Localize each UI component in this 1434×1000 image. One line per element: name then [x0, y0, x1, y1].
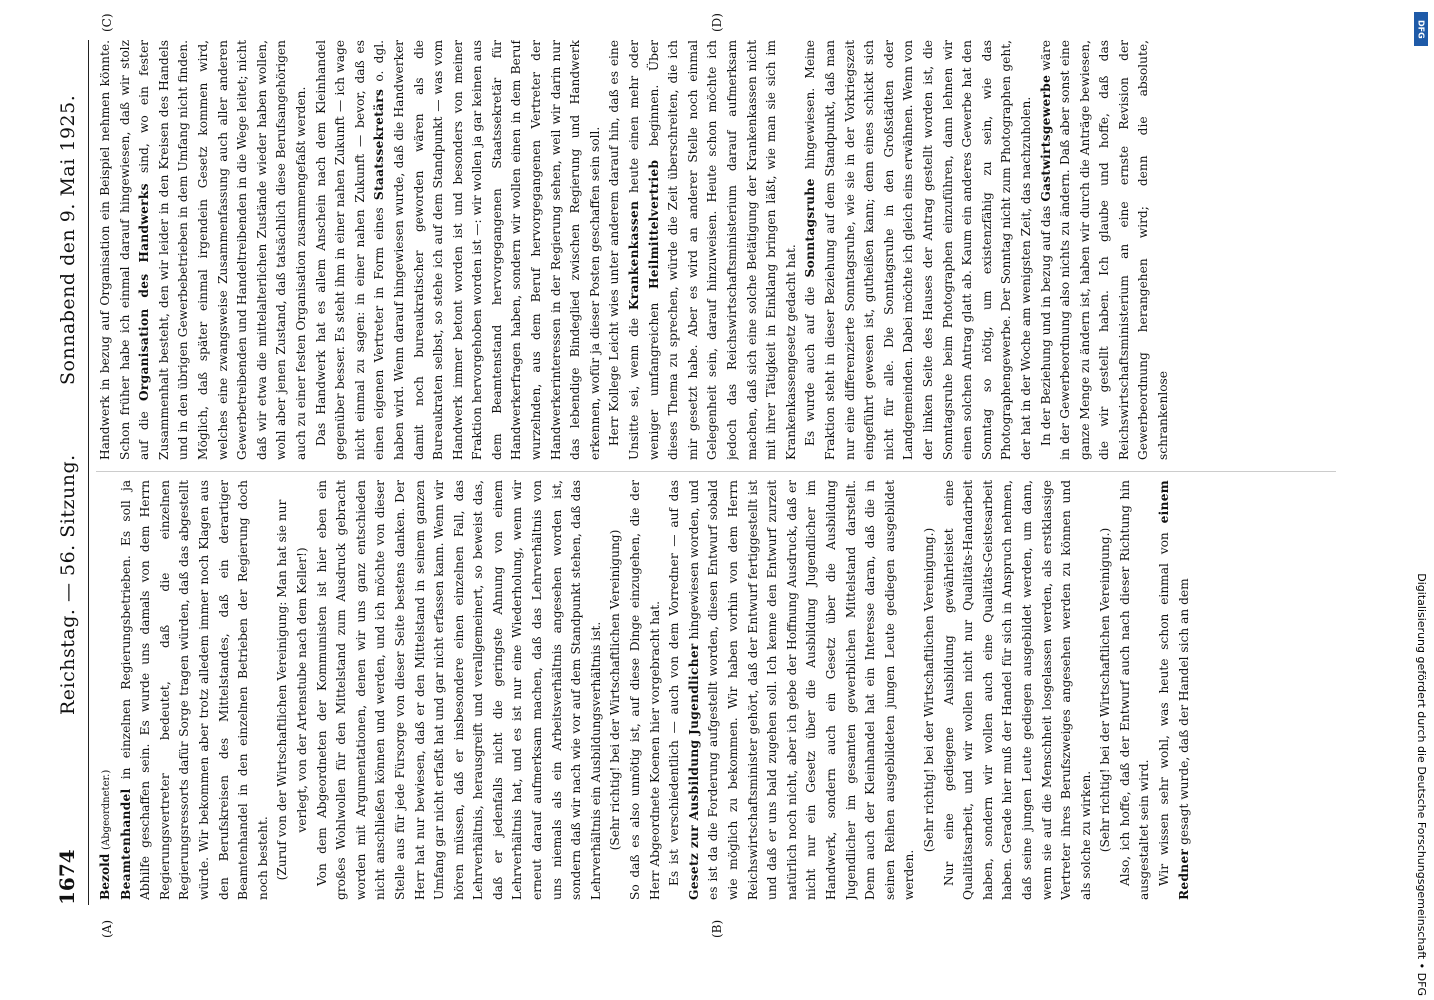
right-p1-pre: Handwerk in bezug auf Organisation ein Beispiel nehmen könnte. Schon früher habe ich einmal darauf hingewiesen, daß wir stolz auf die — [98, 40, 152, 460]
interjection-2: (Sehr richtig! bei der Wirtschaftlichen Vereinigung) — [608, 529, 623, 851]
right-p3-pre: Herr Kollege Leicht wies unter anderem darauf hin, daß es eine Unsitte sei, wenn die — [607, 40, 642, 460]
page-number: 1674 — [55, 849, 79, 905]
term-heilmittelvertrieb: Heilmittelvertrieb — [646, 159, 661, 290]
speaker-role: (Abgeordneter.) — [101, 769, 112, 850]
left-p7-text: gesagt wurde, daß der Handel sich an dem — [1176, 578, 1191, 845]
right-p4-pre: Es wurde auch auf die — [803, 286, 818, 446]
dfg-logo-icon: DFG — [1414, 12, 1428, 46]
column-divider — [96, 471, 1336, 472]
margin-mark-c: (C) — [100, 13, 114, 32]
margin-mark-d: (D) — [710, 13, 724, 32]
left-p4-pre: Es ist verschiedentlich — auch von dem Vorredner — auf das — [667, 480, 682, 886]
margin-mark-b: (B) — [710, 919, 724, 938]
interjection-1: (Zuruf von der Wirtschaftlichen Vereinigung: Man hat sie nur verlegt, von der Artenstube nach dem Keller!) — [275, 499, 309, 881]
term-einem-redner: einem Redner — [1157, 480, 1191, 900]
term-gastwirtsgewerbe: Gastwirtsgewerbe — [1038, 74, 1053, 202]
right-p2b-text: o. dgl. haben wird. Wenn darauf hingewiesen wurde, daß die Handwerker damit noch bureaukratischer geworden wären als die Bureaukraten selbst, so stehe ich auf dem Standpunkt — was vom Handwerk immer betont worden ist und besonders von meiner Fraktion hervorgehoben worden ist —: wir wollen ja gar keinen aus dem Beamtenstand hervorgegangenen Staatssekretär für Handwerkerfragen haben, sondern wir wollen einen in dem Beruf wurzelnden, aus dem Beruf hervorgegangenen Vertreter der Handwerkerinteressen in der Regierung sehen, weil wir darin nur das lebendige Bindeglied zwischen Regierung und Handwerk erkennen, wofür ja dieser Posten geschaffen sein soll. — [372, 40, 602, 460]
right-p2-text: Das Handwerk hat es allem Anschein nach dem Kleinhandel gegenüber besser. Es steht ihm in einer nahen Zukunft — ich wage nicht einmal zu sagen: in einer nahen Zukunft — bevor, daß es einen eigenen Vertreter in Form eines — [313, 40, 387, 460]
term-krankenkassen: Krankenkassen — [627, 200, 642, 311]
right-column — [96, 40, 1336, 460]
term-beamtenhandel: Beamtenhandel — [118, 788, 133, 900]
left-paragraph-2: Von dem Abgeordneten der Kommunisten ist hier eben ein großes Wohlwollen für den Mittelstand zum Ausdruck gebracht worden mit Argumentationen, denen wir uns ganz entschieden nicht anschließen können und werden, und ich möchte von dieser Stelle aus für jede Fürsorge von dieser Seite bestens danken. Der Herr hat nur bewiesen, daß er den Mittelstand in seinem ganzen Umfang gar nicht erfaßt hat und gar nicht erfassen kann. Wenn wir hören müssen, daß er insbesondere einen einzelnen Fall, das Lehrverhältnis, herausgreift und verallgemeinert, so beweist das, daß er jedenfalls nicht die geringste Ahnung von einem Lehrverhältnis hat, und es ist nur eine Wiederholung, wenn wir erneut darauf aufmerksam machen, daß das Lehrverhältnis von uns niemals als ein Arbeitsverhältnis angesehen worden ist, sondern daß wir nach wie vor auf dem Standpunkt stehen, daß das Lehrverhältnis ein Ausbildungsverhältnis ist. — [314, 480, 603, 900]
interjection-3: (Sehr richtig! bei der Wirtschaftlichen Vereinigung.) — [921, 527, 936, 853]
left-paragraph-1 — [96, 480, 273, 900]
term-gesetz-ausbildung: Gesetz zur Ausbildung Jugendlicher — [686, 643, 701, 900]
right-p5-pre: In der Beziehung und in bezug auf das — [1038, 205, 1053, 446]
interjection-4: (Sehr richtig! bei der Wirtschaftlichen Vereinigung.) — [1098, 527, 1113, 853]
left-paragraph-4 — [665, 480, 920, 900]
left-p1-text: in einzelnen Regierungsbetrieben. Es soll ja Abhilfe geschaffen sein. Es wurde uns damals von dem Herrn Regierungsvertreter bedeutet, daß die einzelnen Regierungsressorts dafür Sorge tragen würden, daß das abgestellt würde. Wir bekommen aber trotz alledem immer noch Klagen aus den Berufskreisen des Mittelstandes, daß ein derartiger Beamtenhandel in den einzelnen Betrieben der Regierung doch noch besteht. — [118, 480, 270, 900]
right-paragraph-1 — [96, 40, 312, 460]
left-p4-text: hingewiesen worden, und es ist da die Forderung aufgestellt worden, diesen Entwurf sobald wie möglich zu bekommen. Wir haben vorhin von dem Herrn Reichswirtschaftsminister gehört, daß der Entwurf fertiggestellt ist und daß er uns bald zugehen soll. Ich kenne den Entwurf zurzeit natürlich noch nicht, aber ich gebe der Hoffnung Ausdruck, daß er nicht nur ein Gesetz über die Ausbildung Jugendlicher im Handwerk, sondern auch ein Gesetz über die Ausbildung Jugendlicher im gesamten gewerblichen Mittelstand darstellt. Denn auch der Kleinhandel hat ein Interesse daran, daß die in seinen Reihen ausgebildeten jungen Leute gediegen ausgebildet werden. — [686, 480, 917, 900]
left-paragraph-6: Also, ich hoffe, daß der Entwurf auch nach dieser Richtung hin ausgestaltet sein wird. — [1117, 480, 1152, 900]
right-p3-mid: heute einen mehr oder weniger umfangreichen — [627, 40, 661, 460]
right-paragraph-2 — [312, 40, 606, 460]
right-p5-text: wäre in der Gewerbeordnung also nichts zu ändern. Daß aber sonst eine ganze Menge zu ändern ist, haben wir durch die Anträge bewiesen, die wir gestellt haben. Ich glaube und hoffe, daß das Reichswirtschaftsministerium an eine ernste Revision der Gewerbeordnung herangehen wird; denn die absolute, schrankenlose — [1038, 40, 1171, 460]
digitization-credit — [1408, 6, 1434, 996]
term-staatssekretaer: Staatssekretärs — [372, 88, 387, 201]
session-title: Reichstag. — 56. Sitzung. — [57, 454, 79, 715]
left-paragraph-7 — [1155, 480, 1194, 900]
right-paragraph-3 — [605, 40, 801, 460]
header-rule — [88, 40, 89, 905]
left-paragraph-3: So daß es also unnötig ist, auf diese Dinge einzugehen, die der Herr Abgeordnete Koenen hier vorgebracht hat. — [628, 480, 662, 900]
right-paragraph-4 — [801, 40, 1036, 460]
term-organisation-handwerk: Organisation des Handwerks — [137, 183, 152, 402]
speaker-name: Bezold — [98, 853, 112, 900]
margin-mark-a: (A) — [100, 919, 114, 938]
right-p4-text: hingewiesen. Meine Fraktion steht in dieser Beziehung auf dem Standpunkt, daß man nur eine differenzierte Sonntagsruhe, wie sie in der Vorkriegszeit eingeführt gewesen ist, gutheißen kann; denn eines schickt sich nicht für alle. Die Sonntagsruhe in den Großstädten oder Landgemeinden. Dabei möchte ich gleich eins erwähnen. Wenn von der linken Seite des Hauses der Antrag gestellt worden ist, die Sonntagsruhe beim Photographen einzuführen, dann lehnen wir einen solchen Antrag glatt ab. Kaum ein anderes Gewerbe hat den Sonntag so nötig, um existenzfähig zu sein, wie das Photographengewerbe. Der Sonntag nicht zum Photographen geht, der hat in der Woche am wenigsten Zeit, das nachzuholen. — [803, 40, 1033, 460]
left-column — [96, 480, 1336, 900]
right-p3-text: beginnen. Über dieses Thema zu sprechen, würde die Zeit überschreiten, die ich mir gesetzt habe. Aber es wird an anderer Stelle noch einmal Gelegenheit sein, darauf hinzuweisen. Heute schon möchte ich jedoch das Reichswirtschaftsministerium darauf aufmerksam machen, daß sich eine solche Betätigung der Krankenkassen nicht mit ihrer Tätigkeit in Einklang bringen läßt, wie man sie sich im Krankenkassengesetz gedacht hat. — [646, 40, 798, 460]
credit-text: Digitalisierung gefördert durch die Deutsche Forschungsgemeinschaft • DFG — [1415, 573, 1428, 996]
left-paragraph-5: Nur eine gediegene Ausbildung gewährleistet eine Qualitätsarbeit, und wir wollen nicht nur Qualitäts-Handarbeit haben, sondern wir wollen auch eine Qualitäts-Geistesarbeit haben. Gerade hier muß der Handel für sich in Anspruch nehmen, daß seine jungen Leute gediegen ausgebildet werden, um dann, wenn sie auf die Menschheit losgelassen werden, als erstklassige Vertreter ihres Berufszweiges angesehen werden zu können und als solche zu wirken. — [941, 480, 1093, 900]
left-p7-pre: Wir wissen sehr wohl, was heute schon einmal von — [1157, 532, 1172, 886]
term-sonntagsruhe: Sonntagsruhe — [803, 178, 818, 278]
right-paragraph-5 — [1037, 40, 1174, 460]
session-date: Sonnabend den 9. Mai 1925. — [57, 94, 79, 385]
right-p1-text: sind, wo ein fester Zusammenhalt besteht, den wir leider in den Kreisen des Handels und in den übrigen Gewerbebetrieben in dem Umfang nicht finden. Möglich, daß später einmal irgendein Gesetz kommen wird, welches eine zwangsweise Zusammenfassung auch aller anderen Gewerbetreibenden und Handeltreibenden in die Wege leitet; nicht daß wir etwa die mittelalterlichen Zustände wieder haben wollen, wohl aber jenen Zustand, daß tatsächlich diese Berufsangehörigen auch zu einer festen Organisation zusammengefaßt werden. — [137, 40, 308, 460]
running-head — [55, 45, 85, 905]
